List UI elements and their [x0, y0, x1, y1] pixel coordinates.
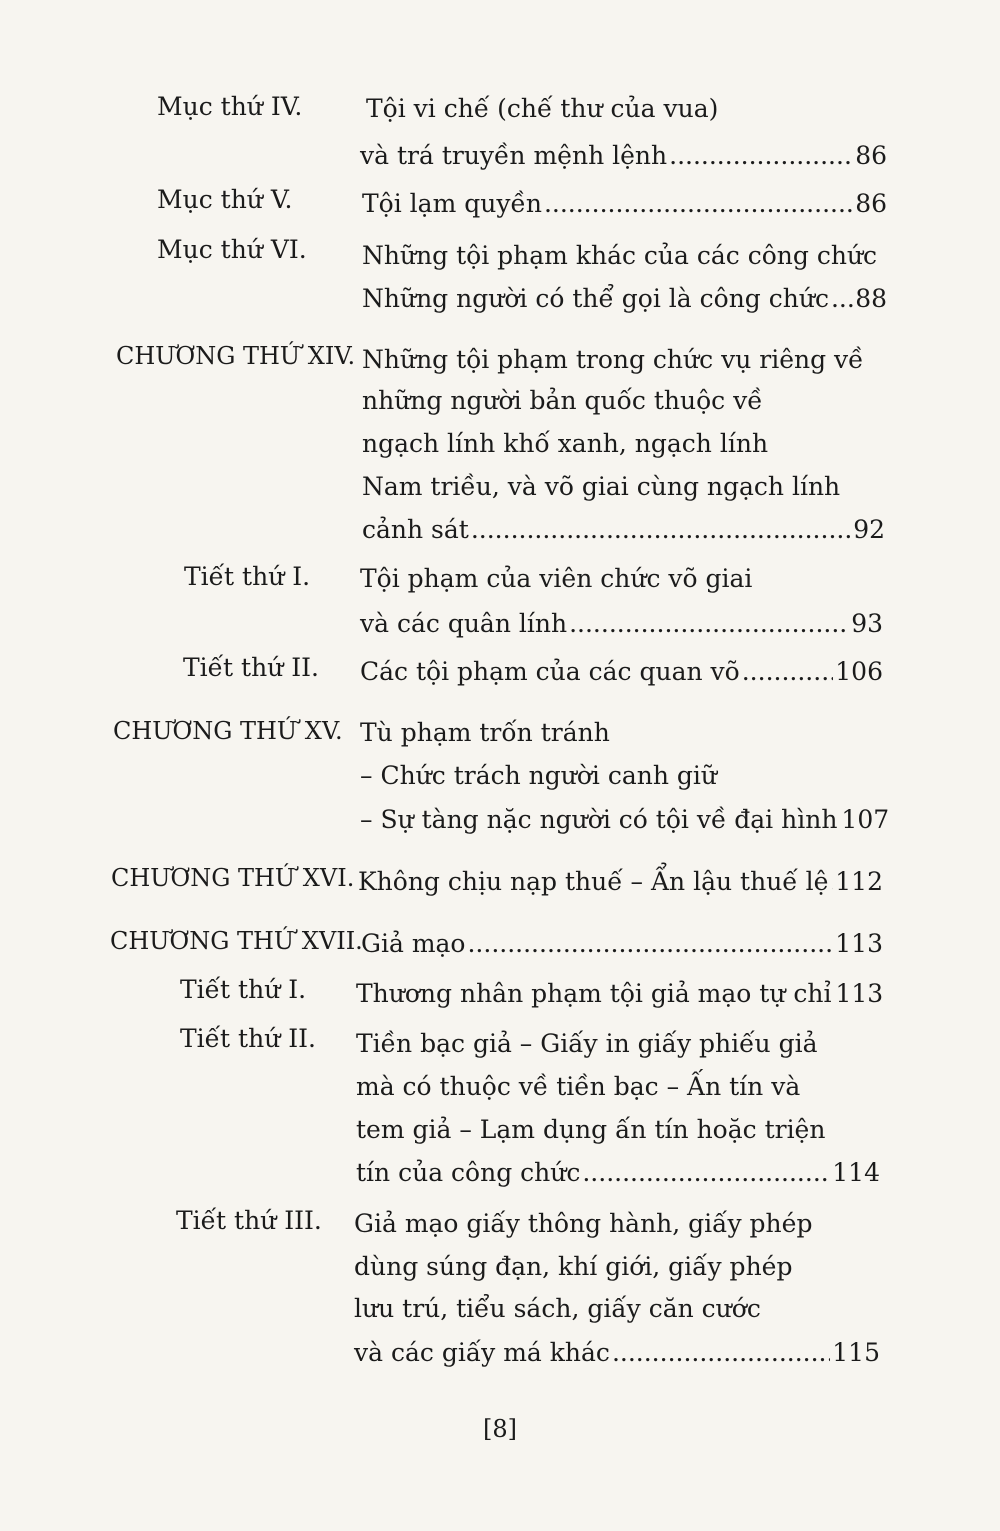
entry-label: Mục thứ VI.: [157, 235, 307, 264]
entry-text: Những người có thể gọi là công chức: [362, 284, 829, 313]
entry-text-line: lưu trú, tiểu sách, giấy căn cước: [354, 1294, 761, 1323]
entry-page-number: 88: [855, 284, 887, 313]
entry-text: cảnh sát: [362, 515, 469, 544]
entry-text-line: dùng súng đạn, khí giới, giấy phép: [354, 1252, 793, 1281]
entry-text-line: Tù phạm trốn tránh: [360, 718, 610, 747]
entry-last-line: [360, 804, 890, 836]
entry-text: và trá truyền mệnh lệnh: [360, 141, 668, 170]
entry-text: Tội lạm quyền: [362, 189, 542, 218]
entry-page-number: 107: [841, 805, 890, 834]
entry-page-number: 113: [835, 929, 883, 958]
entry-last-line: [361, 928, 883, 960]
entry-label: Mục thứ IV.: [157, 92, 303, 121]
entry-label: CHƯƠNG THỨ XVI.: [111, 864, 355, 892]
entry-text-line: những người bản quốc thuộc về: [362, 386, 763, 415]
dot-leader: [569, 608, 849, 640]
entry-text: và các quân lính: [360, 609, 568, 638]
entry-last-line: [354, 1337, 880, 1369]
page-number: [8]: [483, 1415, 517, 1443]
dot-leader: [582, 1157, 830, 1189]
entry-text-line: mà có thuộc về tiền bạc – Ấn tín và: [356, 1072, 801, 1101]
dot-leader: [669, 140, 853, 172]
entry-label: Tiết thứ I.: [180, 975, 307, 1004]
entry-text-line: Nam triều, và võ giai cùng ngạch lính: [362, 472, 841, 501]
entry-last-line: [362, 514, 885, 546]
entry-label: Tiết thứ II.: [180, 1024, 316, 1053]
entry-text: – Sự tàng nặc người có tội về đại hình: [360, 805, 838, 834]
entry-last-line: [356, 1157, 880, 1189]
entry-last-line: [360, 656, 883, 688]
entry-label: Tiết thứ II.: [183, 653, 319, 682]
entry-text-line: – Chức trách người canh giữ: [360, 761, 718, 790]
dot-leader: [471, 514, 851, 546]
entry-text-line: Tội phạm của viên chức võ giai: [360, 564, 753, 593]
entry-text-line: Giả mạo giấy thông hành, giấy phép: [354, 1209, 813, 1238]
entry-last-line: [356, 978, 883, 1010]
entry-last-line: [360, 608, 883, 640]
entry-text-line: Tội vi chế (chế thư của vua): [366, 94, 719, 123]
entry-text: Không chịu nạp thuế – Ẩn lậu thuế lệ: [358, 867, 829, 896]
dot-leader: [467, 928, 833, 960]
entry-label: CHƯƠNG THỨ XVII.: [110, 927, 363, 955]
entry-page-number: 106: [835, 657, 883, 686]
entry-label: CHƯƠNG THỨ XV.: [113, 717, 343, 745]
entry-page-number: 113: [835, 979, 884, 1008]
entry-page-number: 112: [835, 867, 883, 896]
entry-page-number: 86: [855, 189, 887, 218]
entry-page-number: 93: [851, 609, 883, 638]
entry-page-number: 92: [853, 515, 885, 544]
entry-last-line: [360, 140, 887, 172]
entry-label: CHƯƠNG THỨ XIV.: [116, 342, 356, 370]
entry-text: và các giấy má khác: [354, 1338, 610, 1367]
dot-leader: [612, 1337, 830, 1369]
entry-text: Giả mạo: [361, 929, 466, 958]
entry-text-line: Những tội phạm trong chức vụ riêng về: [362, 345, 864, 374]
dot-leader: [831, 283, 853, 315]
entry-text-line: ngạch lính khố xanh, ngạch lính: [362, 429, 769, 458]
entry-text-line: Tiền bạc giả – Giấy in giấy phiếu giả: [356, 1029, 818, 1058]
entry-text: tín của công chức: [356, 1158, 581, 1187]
entry-label: Tiết thứ I.: [184, 562, 311, 591]
entry-label: Mục thứ V.: [157, 185, 293, 214]
entry-text: Thương nhân phạm tội giả mạo tự chỉ: [356, 979, 832, 1008]
entry-text-line: tem giả – Lạm dụng ấn tín hoặc triện: [356, 1115, 826, 1144]
entry-last-line: [358, 866, 883, 898]
entry-text: Các tội phạm của các quan võ: [360, 657, 740, 686]
dot-leader: [742, 656, 834, 688]
entry-page-number: 86: [855, 141, 887, 170]
dot-leader: [830, 866, 833, 898]
entry-text-line: Những tội phạm khác của các công chức: [362, 241, 878, 270]
entry-last-line: [362, 188, 887, 220]
entry-page-number: 114: [832, 1158, 880, 1187]
entry-label: Tiết thứ III.: [176, 1206, 322, 1235]
entry-page-number: 115: [832, 1338, 880, 1367]
entry-last-line: [362, 283, 887, 315]
dot-leader: [544, 188, 853, 220]
